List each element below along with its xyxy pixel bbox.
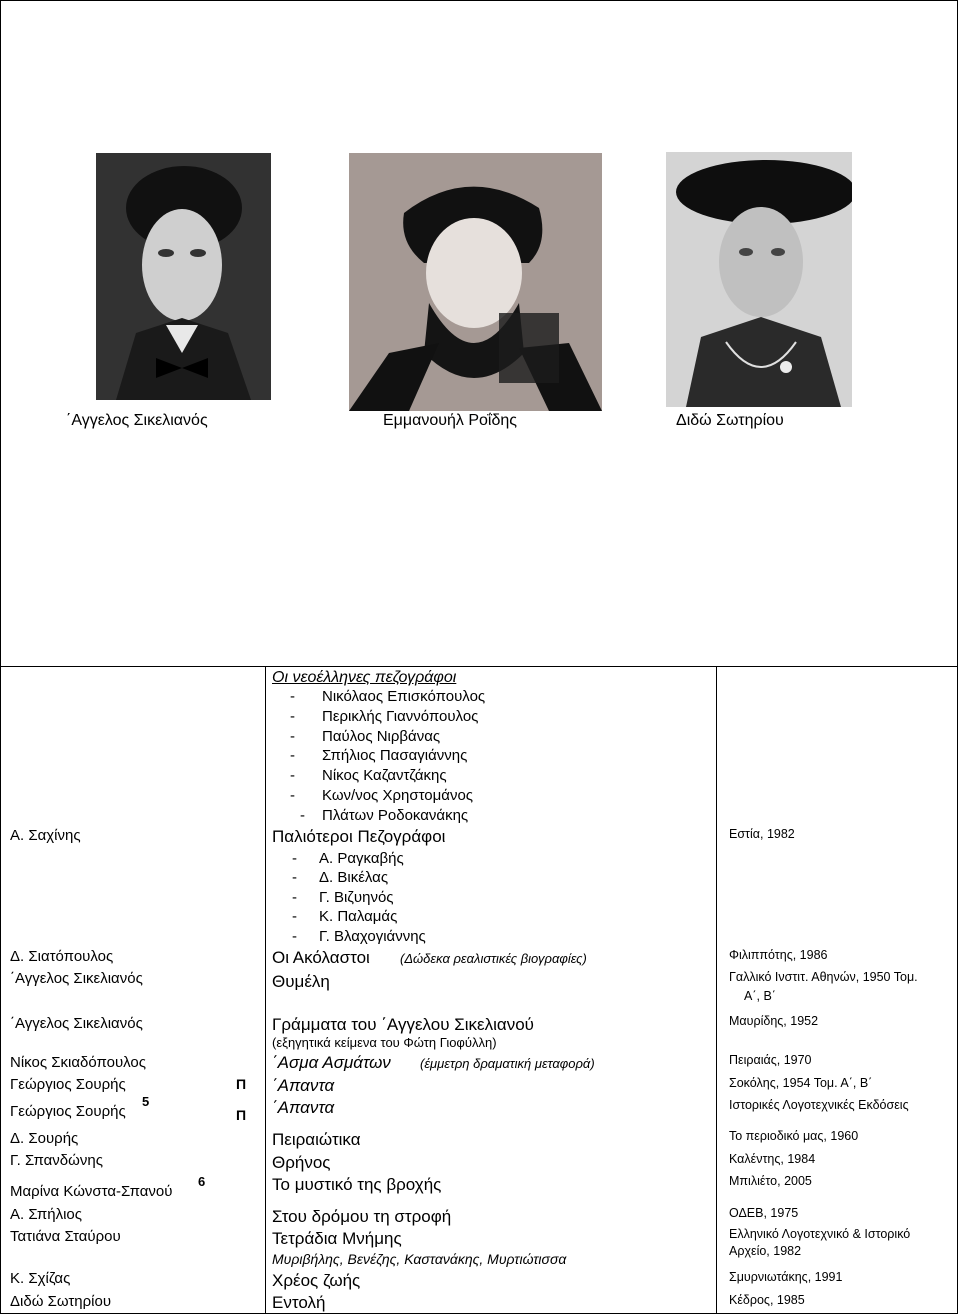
author-cell: Νίκος Σκιαδόπουλος [10,1054,147,1071]
list-item: Δ. Βικέλας [319,869,389,886]
author-cell: Γεώργιος Σουρής [10,1103,126,1120]
title-cell: Εντολή [272,1293,326,1312]
publisher-cell: Το περιοδικό μας, 1960 [729,1129,859,1143]
list-item: Κ. Παλαμάς [319,908,398,925]
list-dash: - [290,728,295,745]
author-cell: Κ. Σχίζας [10,1270,71,1287]
publisher-cell: Φιλιππότης, 1986 [729,948,828,962]
list-dash: - [290,767,295,784]
list-item: Α. Ραγκαβής [319,850,404,867]
list-item: Πλάτων Ροδοκανάκης [322,807,469,824]
list-item: Σπήλιος Πασαγιάννης [322,747,468,764]
author-cell: Μαρίνα Κώνστα-Σπανού [10,1183,173,1200]
publisher-cell: Μαυρίδης, 1952 [729,1014,819,1028]
footnote-marker: 5 [142,1094,150,1109]
title-cell: Οι Ακόλαστοι [272,948,370,967]
list-item: Παύλος Νιρβάνας [322,728,441,745]
list-dash: - [292,889,297,906]
column-divider [716,666,717,1314]
list-item: Νικόλαος Επισκόπουλος [322,688,486,705]
list-dash: - [292,928,297,945]
title-cell: Θυμέλη [272,972,330,991]
author-cell: Διδώ Σωτηρίου [10,1293,112,1310]
list-dash: - [290,688,295,705]
author-cell: Α. Σαχίνης [10,827,81,844]
mark-p: Π [236,1107,247,1123]
title-cell: Παλιότεροι Πεζογράφοι [272,827,446,846]
list-dash: - [292,908,297,925]
list-dash: - [290,747,295,764]
portrait-photo-sotiriou [666,152,852,407]
publisher-cell: Σμυρνιωτάκης, 1991 [729,1270,843,1284]
list-item: Περικλής Γιαννόπουλος [322,708,479,725]
publisher-cell: ΟΔΕΒ, 1975 [729,1206,799,1220]
list-item: Γ. Βλαχογιάννης [319,928,426,945]
publisher-cell: Εστία, 1982 [729,827,795,841]
publisher-cell: Μπιλιέτο, 2005 [729,1174,812,1188]
publisher-cell: Κέδρος, 1985 [729,1293,805,1307]
column-divider [265,666,266,1314]
list-dash: - [300,807,305,824]
title-cell: Πειραιώτικα [272,1130,361,1149]
author-cell: Δ. Σουρής [10,1130,79,1147]
list-dash: - [290,787,295,804]
caption-sotiriou: Διδώ Σωτηρίου [676,412,784,429]
list-item: Γ. Βιζυηνός [319,889,394,906]
publisher-cell: Γαλλικό Ινστιτ. Αθηνών, 1950 Τομ. [729,970,918,984]
title-cell: ΄Απαντα [272,1098,335,1117]
author-cell: ΄Αγγελος Σικελιανός [10,970,143,987]
title-note: Μυριβήλης, Βενέζης, Καστανάκης, Μυρτιώτισσα [272,1251,567,1267]
publisher-cell: Πειραιάς, 1970 [729,1053,812,1067]
list-item: Κων/νος Χρηστομάνος [322,787,474,804]
title-cell: Γράμματα του ΄Αγγελου Σικελιανού [272,1015,534,1034]
author-cell: Γ. Σπανδώνης [10,1152,103,1169]
title-note: (Δώδεκα ρεαλιστικές βιογραφίες) [400,951,587,966]
list-dash: - [292,869,297,886]
list-dash: - [290,708,295,725]
caption-roidis: Εμμανουήλ Ροΐδης [383,412,517,429]
caption-sikelianos: ΄Αγγελος Σικελιανός [66,412,208,429]
title-cell: Θρήνος [272,1153,331,1172]
title-note: (έμμετρη δραματική μεταφορά) [420,1056,595,1071]
publisher-cell: Ιστορικές Λογοτεχνικές Εκδόσεις [729,1098,909,1112]
portrait-photo-sikelianos [96,153,271,400]
portrait-drawing-roidis [349,153,602,411]
section-heading: Οι νεοέλληνες πεζογράφοι [272,669,457,686]
publisher-cell: Σοκόλης, 1954 Τομ. Α΄, Β΄ [729,1076,873,1090]
publisher-cell: Ελληνικό Λογοτεχνικό & Ιστορικό [729,1227,911,1241]
author-cell: Γεώργιος Σουρής [10,1076,126,1093]
title-cell: ΄Ασμα Ασμάτων [272,1053,391,1072]
author-cell: ΄Αγγελος Σικελιανός [10,1015,143,1032]
title-cell: Τετράδια Μνήμης [272,1229,402,1248]
title-cell: Το μυστικό της βροχής [272,1175,442,1194]
title-cell: Χρέος ζωής [272,1271,361,1290]
title-cell: Στου δρόμου τη στροφή [272,1207,452,1226]
mark-p: Π [236,1076,247,1092]
publisher-cell-cont: Αρχείο, 1982 [729,1244,802,1258]
footnote-marker: 6 [198,1174,206,1189]
list-item: Νίκος Καζαντζάκης [322,767,447,784]
publisher-cell: Καλέντης, 1984 [729,1152,816,1166]
bibliography-table [0,666,958,1314]
author-cell: Τατιάνα Σταύρου [10,1228,121,1245]
author-cell: Α. Σπήλιος [10,1206,82,1223]
title-cell: ΄Απαντα [272,1076,335,1095]
list-dash: - [292,850,297,867]
author-cell: Δ. Σιατόπουλος [10,948,114,965]
title-note: (εξηγητικά κείμενα του Φώτη Γιοφύλλη) [272,1035,497,1050]
publisher-cell-cont: Α΄, Β΄ [744,989,776,1003]
